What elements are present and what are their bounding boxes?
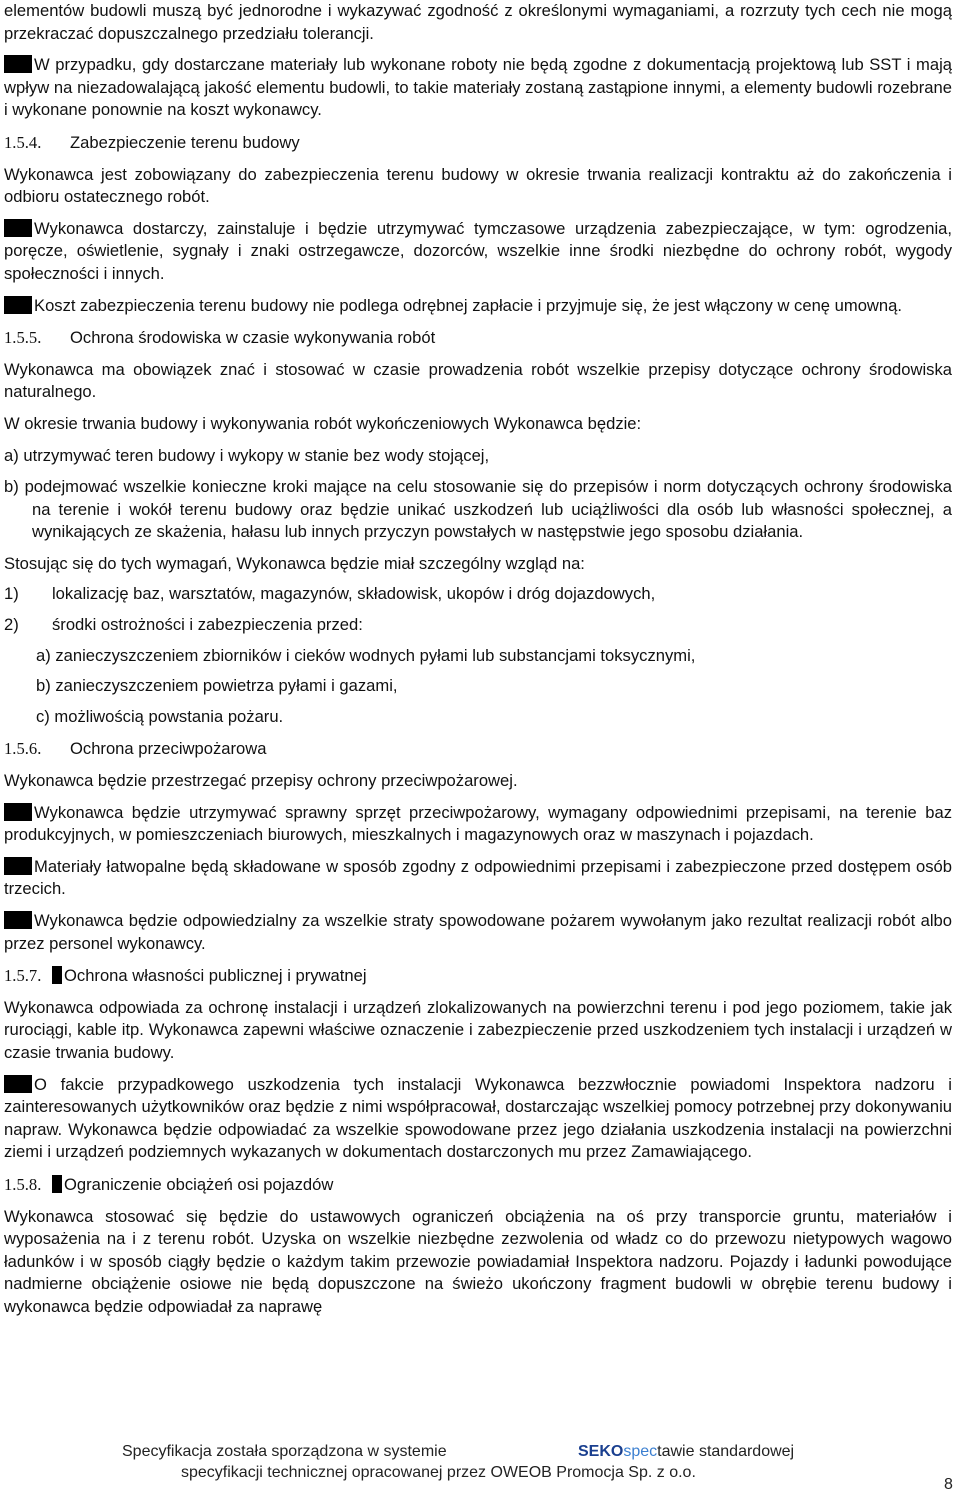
paragraph: W przypadku, gdy dostarczane materiały lub wykonane roboty nie będą zgodne z dokumentacją projektową lub SST i mają wpływ na niezadowalającą jakość elementu budowli, to takie materiały zostaną zastąpione innymi, a elementy budowli rozebrane i wykonane ponownie na koszt wykonawcy. (4, 55, 952, 120)
sub-list-item: a) zanieczyszczeniem zbiorników i cieków wodnych pyłami lub substancjami toksycznymi, (36, 645, 696, 665)
paragraph: Wykonawca jest zobowiązany do zabezpieczenia terenu budowy w okresie trwania realizacji kontraktu aż do zakończenia i odbioru ostatecznego robót. (4, 164, 952, 207)
redaction-mark (4, 55, 32, 73)
list-item: a) utrzymywać teren budowy i wykopy w stanie bez wody stojącej, (4, 445, 490, 465)
section-heading: 1.5.6. Ochrona przeciwpożarowa (4, 739, 267, 759)
paragraph: elementów budowli muszą być jednorodne i wykazywać zgodność z określonymi wymaganiami, a rozrzuty tych cech nie mogą przekraczać dopuszczalnego przedziału tolerancji. (4, 1, 952, 43)
paragraph: Wykonawca ma obowiązek znać i stosować w czasie prowadzenia robót wszelkie przepisy dotyczące ochrony środowiska naturalnego. (4, 359, 952, 402)
paragraph: Wykonawca będzie utrzymywać sprawny sprzęt przeciwpożarowy, wymagany odpowiednimi przepisami, na terenie baz produkcyjnych, w pomieszczeniach biurowych, mieszkalnych i magazynowych oraz w maszynach i pojazdach. (4, 802, 952, 845)
paragraph: Wykonawca będzie przestrzegać przepisy ochrony przeciwpożarowej. (4, 771, 518, 791)
document-body (4, 0, 952, 1319)
redaction-mark (4, 296, 32, 314)
redaction-mark (4, 1075, 32, 1093)
paragraph: Wykonawca dostarczy, zainstaluje i będzie utrzymywać tymczasowe urządzenia zabezpieczające, w tym: ogrodzenia, poręcze, oświetlenie, sygnały i znaki ostrzegawcze, dozorców, wszelkie inne środki niezbędne do ochrony robót, wygody społeczności i innych. (4, 218, 952, 283)
paragraph: Koszt zabezpieczenia terenu budowy nie podlega odrębnej zapłacie i przyjmuje się, że jest włączony w cenę umowną. (4, 295, 952, 318)
paragraph: Wykonawca stosować się będzie do ustawowych ograniczeń obciążenia na oś przy transporcie gruntu, materiałów i wyposażenia na i z terenu robót. Uzyska on wszelkie niezbędne zezwolenia od władz co do przewozu nietypowych wagowo ładunków i w sposób ciągły będzie o każdym takim przewozie powiadamiał Inspektora nadzoru. Pojazdy i ładunki powodujące nadmierne obciążenie osiowe nie będą dopuszczone na świeżo ukończony fragment budowli w obrębie terenu budowy i wykonawca będzie odpowiadał za naprawę (4, 1206, 952, 1316)
page-number: 8 (944, 1476, 953, 1493)
section-heading: 1.5.7. Ochrona własności publicznej i prywatnej (4, 966, 367, 986)
redaction-mark (4, 803, 32, 821)
redaction-mark (4, 911, 32, 929)
paragraph: W okresie trwania budowy i wykonywania robót wykończeniowych Wykonawca będzie: (4, 413, 642, 433)
paragraph: Wykonawca odpowiada za ochronę instalacji i urządzeń zlokalizowanych na powierzchni terenu i pod jego poziomem, takie jak rurociągi, kable itp. Wykonawca zapewni właściwe oznaczenie i zabezpieczenie przed uszkodzeniem tych instalacji i urządzeń w czasie trwania budowy. (4, 997, 952, 1062)
redaction-mark (4, 857, 32, 875)
paragraph: Wykonawca będzie odpowiedzialny za wszelkie straty spowodowane pożarem wywołanym jako rezultat realizacji robót albo przez personel wykonawcy. (4, 911, 952, 953)
redaction-mark (4, 219, 32, 237)
paragraph: Materiały łatwopalne będą składowane w sposób zgodny z odpowiednimi przepisami i zabezpieczone przed dostępem osób trzecich. (4, 856, 952, 899)
paragraph: O fakcie przypadkowego uszkodzenia tych instalacji Wykonawca bezzwłocznie powiadomi Inspektora nadzoru i zainteresowanych użytkowników oraz będzie z nimi współpracował, dostarczając wszelkiej pomocy potrzebnej przy dokonywaniu napraw. Wykonawca będzie odpowiadać za wszelkie spowodowane przez jego działania uszkodzenia instalacji na powierzchni ziemi i urządzeń podziemnych wykazanych w dokumentach dostarczonych mu przez Zamawiającego. (4, 1074, 952, 1162)
list-item: b) podejmować wszelkie konieczne kroki mające na celu stosowanie się do przepisów i norm dotyczących ochrony środowiska na terenie i wokół terenu budowy oraz będzie unikać uszkodzeń lub uciążliwości dla osób lub własności społecznej, a wynikających ze skażenia, hałasu lub innych przyczyn powstałych w następstwie jego sposobu działania. (4, 477, 952, 542)
footer-line: SEKOspectawie standardowej (578, 1443, 795, 1460)
paragraph: Stosując się do tych wymagań, Wykonawca będzie miał szczególny wzgląd na: (4, 553, 585, 573)
redaction-mark (52, 1175, 62, 1193)
redaction-mark (52, 966, 62, 984)
brand-logo-text: SEKO (578, 1443, 624, 1460)
sub-list-item: b) zanieczyszczeniem powietrza pyłami i gazami, (36, 676, 398, 696)
numbered-item: 2) środki ostrożności i zabezpieczenia przed: (4, 615, 363, 635)
brand-logo-text: spec (623, 1443, 658, 1460)
footer-line: specyfikacji technicznej opracowanej przez OWEOB Promocja Sp. z o.o. (181, 1464, 696, 1481)
section-heading: 1.5.5. Ochrona środowiska w czasie wykonywania robót (4, 328, 436, 348)
section-heading: 1.5.8. Ograniczenie obciążeń osi pojazdów (4, 1174, 334, 1194)
numbered-item: 1) lokalizację baz, warsztatów, magazynów, składowisk, ukopów i dróg dojazdowych, (4, 584, 656, 604)
section-heading: 1.5.4. Zabezpieczenie terenu budowy (4, 132, 300, 152)
sub-list-item: c) możliwością powstania pożaru. (36, 706, 284, 726)
footer-line: Specyfikacja została sporządzona w systemie (122, 1443, 447, 1460)
